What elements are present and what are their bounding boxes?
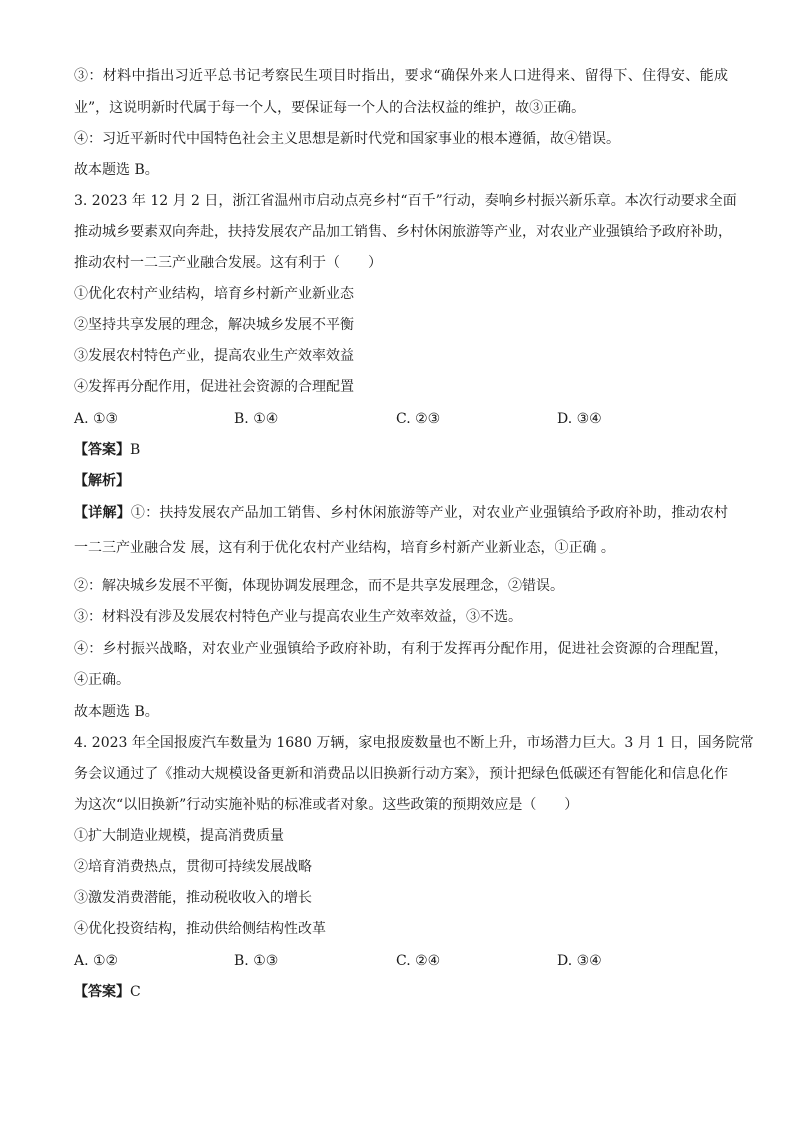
q3-analysis-heading xyxy=(74,471,130,491)
q3-detail-line: ③：材料没有涉及发展农村特色产业与提高农业生产效率效益，③不选。 xyxy=(74,609,522,625)
q4-answer-line xyxy=(74,982,141,1002)
q3-detail-line: ④正确。 xyxy=(74,672,130,688)
q4-stem-line: 4. 2023 年全国报废汽车数量为 1680 万辆，家电报废数量也不断上升，市场潜力巨大。3 月 1 日，国务院常 xyxy=(74,735,754,751)
analysis-label: 【解析】 xyxy=(74,473,130,489)
analysis-line: 业”，这说明新时代属于每一个人，要保证每一个人的合法权益的维护，故③正确。 xyxy=(74,100,586,116)
answer-value: B xyxy=(130,442,141,458)
q4-option-c: C. ②④ xyxy=(396,953,441,969)
q3-conclusion: 故本题选 B。 xyxy=(74,704,159,720)
q3-stem-line: 推动城乡要素双向奔赴，扶持发展农产品加工销售、乡村休闲旅游等产业，对农业产业强镇给予政府补助， xyxy=(74,224,732,240)
q3-detail-line xyxy=(74,503,728,523)
q3-choice-item: ③发展农村特色产业，提高农业生产效率效益 xyxy=(74,348,354,364)
answer-label: 【答案】 xyxy=(74,984,130,1000)
q3-option-d: D. ③④ xyxy=(557,411,602,427)
answer-label: 【答案】 xyxy=(74,442,130,458)
q3-choice-item: ④发挥再分配作用，促进社会资源的合理配置 xyxy=(74,379,354,395)
q4-choice-item: ④优化投资结构，推动供给侧结构性改革 xyxy=(74,921,326,937)
q3-detail-line: ②：解决城乡发展不平衡，体现协调发展理念，而不是共享发展理念，②错误。 xyxy=(74,578,564,594)
q3-option-c: C. ②③ xyxy=(396,411,441,427)
detail-label: 【详解】 xyxy=(74,505,131,521)
q3-choice-item: ①优化农村产业结构，培育乡村新产业新业态 xyxy=(74,286,354,302)
analysis-line: ③：材料中指出习近平总书记考察民生项目时指出，要求“确保外来人口进得来、留得下、住得安、能成 xyxy=(74,68,728,84)
analysis-line: ④：习近平新时代中国特色社会主义思想是新时代党和国家事业的根本遵循，故④错误。 xyxy=(74,131,620,147)
q3-option-b: B. ①④ xyxy=(234,411,279,427)
q4-option-b: B. ①③ xyxy=(234,953,279,969)
q4-choice-item: ②培育消费热点，贯彻可持续发展战略 xyxy=(74,859,312,875)
q4-choice-item: ③激发消费潜能，推动税收收入的增长 xyxy=(74,890,312,906)
q4-option-d: D. ③④ xyxy=(557,953,602,969)
answer-value: C xyxy=(130,984,141,1000)
q3-detail-line: 一二三产业融合发 展，这有利于优化农村产业结构，培育乡村新产业新业态，①正确 。 xyxy=(74,540,615,556)
q4-choice-item: ①扩大制造业规模，提高消费质量 xyxy=(74,828,284,844)
q3-answer-line xyxy=(74,440,140,460)
conclusion-line: 故本题选 B。 xyxy=(74,162,159,178)
q4-stem-line: 为这次“以旧换新”行动实施补贴的标准或者对象。这些政策的预期效应是（ ） xyxy=(74,797,579,813)
q4-stem-line: 务会议通过了《推动大规模设备更新和消费品以旧换新行动方案》，预计把绿色低碳还有智能化和信息化作 xyxy=(74,766,728,782)
detail-text: ①：扶持发展农产品加工销售、乡村休闲旅游等产业，对农业产业强镇给予政府补助，推动农村 xyxy=(130,505,728,521)
q4-option-a: A. ①② xyxy=(74,953,119,969)
q3-detail-line: ④：乡村振兴战略，对农业产业强镇给予政府补助，有利于发挥再分配作用，促进社会资源的合理配置， xyxy=(74,641,728,657)
q3-option-a: A. ①③ xyxy=(74,411,119,427)
q3-choice-item: ②坚持共享发展的理念，解决城乡发展不平衡 xyxy=(74,317,354,333)
q3-stem-line: 3. 2023 年 12 月 2 日，浙江省温州市启动点亮乡村“百千”行动，奏响乡村振兴新乐章。本次行动要求全面 xyxy=(74,193,737,209)
q3-stem-line: 推动农村一二三产业融合发展。这有利于（ ） xyxy=(74,255,382,271)
